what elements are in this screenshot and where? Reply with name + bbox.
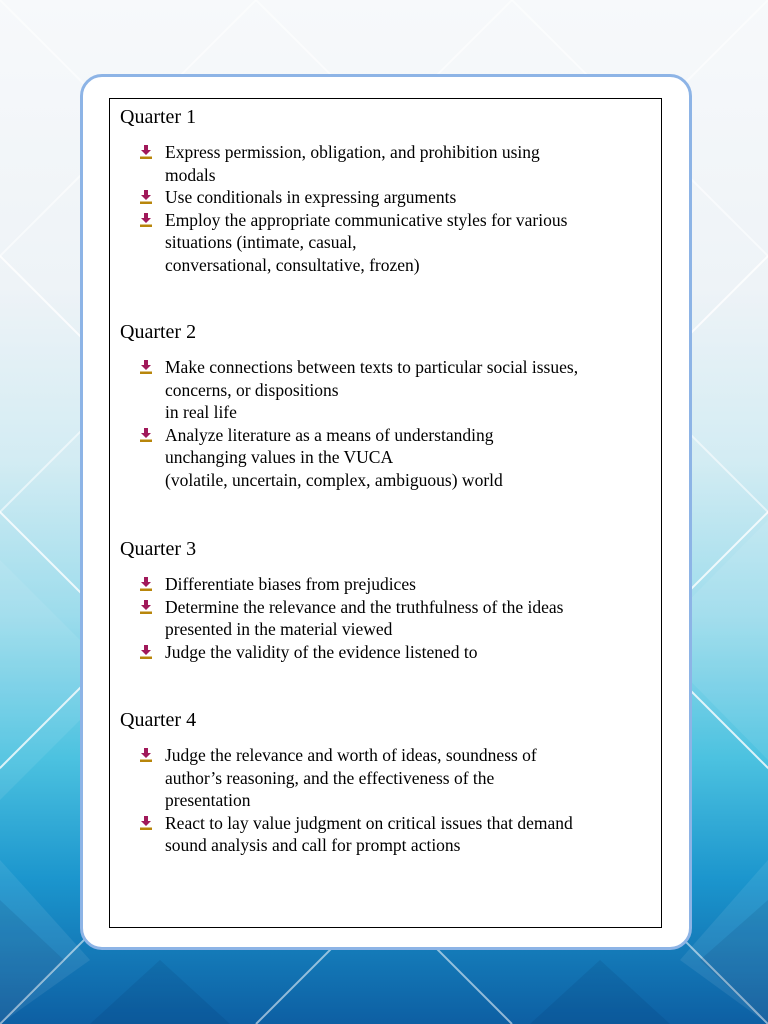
quarter-1-section xyxy=(120,105,655,276)
list-item xyxy=(120,356,655,424)
list-item xyxy=(120,596,655,641)
arrow-down-bar-icon xyxy=(140,145,152,159)
list-item-text: Judge the relevance and worth of ideas, soundness of author’s reasoning, and the effectiveness of the presentation xyxy=(165,745,537,810)
arrow-down-bar-icon xyxy=(140,645,152,659)
quarter-3-section xyxy=(120,537,655,663)
list-item-text: Use conditionals in expressing arguments xyxy=(165,187,457,207)
quarter-3-list xyxy=(120,573,655,663)
list-item-text: Analyze literature as a means of understanding unchanging values in the VUCA (volatile, uncertain, complex, ambiguous) world xyxy=(165,424,503,490)
quarter-1-title: Quarter 1 xyxy=(120,106,197,128)
list-item xyxy=(120,573,655,596)
arrow-down-bar-icon xyxy=(140,748,152,762)
arrow-down-bar-icon xyxy=(140,190,152,204)
list-item xyxy=(120,744,655,812)
arrow-down-bar-icon xyxy=(140,600,152,614)
quarter-2-section xyxy=(120,320,655,491)
arrow-down-bar-icon xyxy=(140,816,152,830)
list-item xyxy=(120,141,655,186)
arrow-down-bar-icon xyxy=(140,577,152,591)
list-item-text: Differentiate biases from prejudices xyxy=(165,574,416,594)
arrow-down-bar-icon xyxy=(140,213,152,227)
list-item xyxy=(120,641,655,664)
quarter-1-list xyxy=(120,141,655,276)
arrow-down-bar-icon xyxy=(140,428,152,442)
list-item xyxy=(120,424,655,492)
quarter-2-list xyxy=(120,356,655,491)
list-item xyxy=(120,186,655,209)
quarter-4-list xyxy=(120,744,655,857)
content-box xyxy=(109,98,662,928)
quarter-3-title: Quarter 3 xyxy=(120,538,197,560)
list-item-text: Employ the appropriate communicative styles for various situations (intimate, casual, conversational, consultative, frozen) xyxy=(165,209,568,275)
quarter-2-title: Quarter 2 xyxy=(120,321,197,343)
arrow-down-bar-icon xyxy=(140,360,152,374)
list-item xyxy=(120,812,655,857)
list-item-text: Express permission, obligation, and prohibition using modals xyxy=(165,142,540,185)
quarter-4-title: Quarter 4 xyxy=(120,709,197,731)
list-item-text: Determine the relevance and the truthfulness of the ideas presented in the material viewed xyxy=(165,596,564,639)
list-item-text: Judge the validity of the evidence listened to xyxy=(165,641,478,662)
list-item-text: React to lay value judgment on critical issues that demand sound analysis and call for prompt actions xyxy=(165,812,573,855)
list-item xyxy=(120,209,655,277)
quarter-4-section xyxy=(120,708,655,857)
list-item-text: Make connections between texts to particular social issues, concerns, or dispositions in real life xyxy=(165,357,579,422)
